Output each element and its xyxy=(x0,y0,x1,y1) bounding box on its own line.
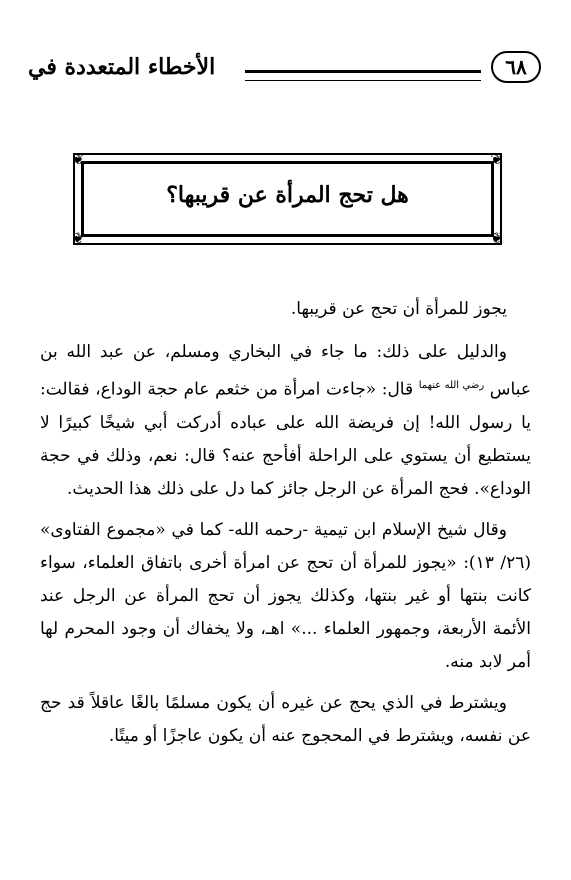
paragraph-4: ويشترط في الذي يحج عن غيره أن يكون مسلمًا بالغًا عاقلاً قد حج عن نفسه، ويشترط في المحجوج عنه أن يكون عاجزًا أو ميتًا. xyxy=(40,692,531,746)
corner-ornament-icon: ❦ xyxy=(490,229,503,247)
header-rule xyxy=(245,70,481,81)
section-title: هل تحج المرأة عن قريبها؟ xyxy=(166,182,409,208)
paragraph-1: يجوز للمرأة أن تحج عن قريبها. xyxy=(290,299,507,319)
paragraph-2-part-b: قال: «جاءت امرأة من خثعم عام حجة الوداع، فقالت: يا رسول الله! إن فريضة الله على عباده أدركت أبي شيخًا كبيرًا لا يستطيع أن يستوي على الراحلة أفأحج عنه؟ قال: نعم، وذلك في حجة الوداع». فحج المرأة عن الرجل جائز كما دل على ذلك هذا الحديث. xyxy=(40,379,531,499)
body-text xyxy=(40,293,531,761)
honorific-text: رضي الله عنهما xyxy=(418,380,485,391)
header-title: الأخطاء المتعددة في xyxy=(28,54,216,80)
paragraph-3: وقال شيخ الإسلام ابن تيمية -رحمه الله- كما في «مجموع الفتاوى» (٢٦/ ١٣): «يجوز للمرأة أن تحج عن امرأة أخرى باتفاق العلماء، سواء كانت بنتها أو غير بنتها، وكذلك يجوز أن تحج المرأة عن الرجل عند الأئمة الأربعة، وجمهور العلماء ...» اهـ، ولا يخفاك أن وجود المحرم لها أمر لابد منه. xyxy=(40,519,531,672)
corner-ornament-icon: ❦ xyxy=(72,150,85,168)
paragraph-2-part-a: والدليل على ذلك: ما جاء في البخاري ومسلم، عن عبد الله بن عباس xyxy=(40,342,532,400)
section-title-frame xyxy=(72,150,503,247)
page-number: ٦٨ xyxy=(491,51,541,83)
corner-ornament-icon: ❦ xyxy=(72,229,85,247)
corner-ornament-icon: ❦ xyxy=(490,150,503,168)
running-header xyxy=(20,50,541,94)
paragraph-2 xyxy=(40,336,531,506)
